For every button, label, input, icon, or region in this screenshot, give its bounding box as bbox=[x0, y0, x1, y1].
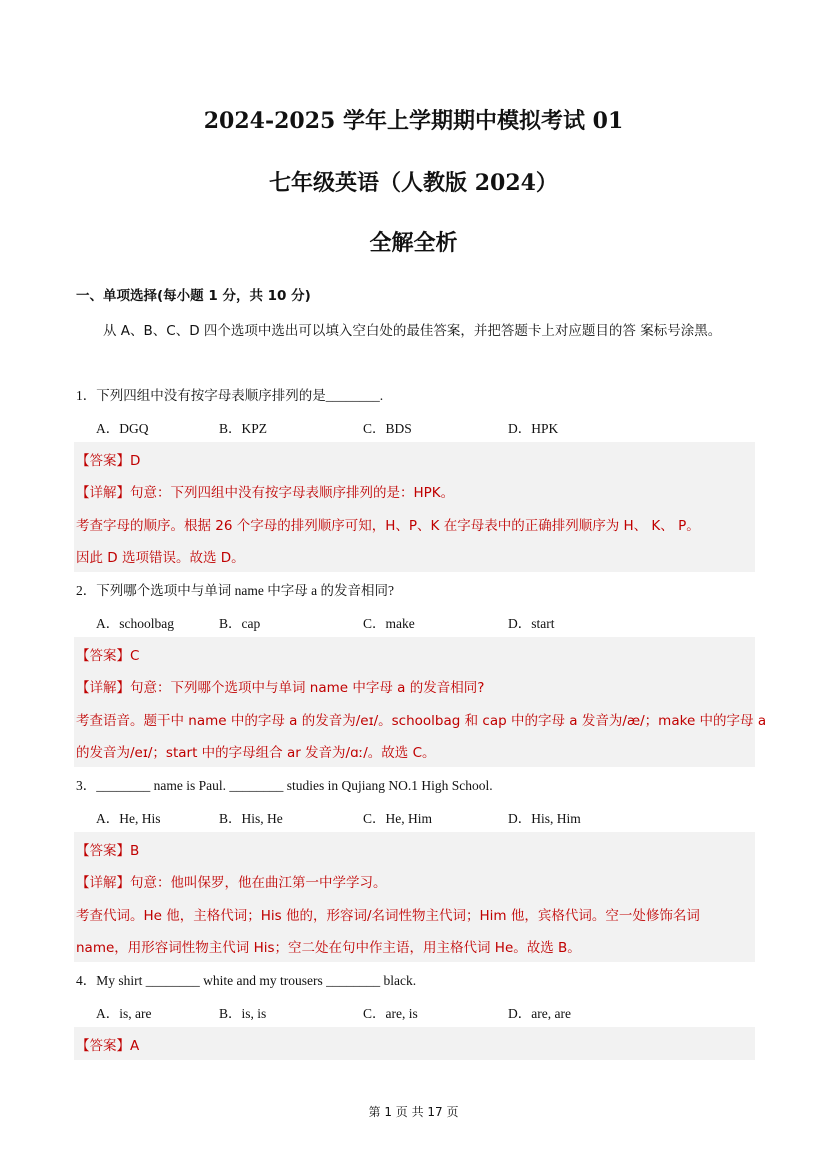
option-a: A．DGQ bbox=[96, 421, 149, 436]
detail-line: 【详解】句意：他叫保罗，他在曲江第一中学学习。 bbox=[76, 875, 387, 891]
option-a: A．is, are bbox=[96, 1006, 152, 1021]
option-b: B．KPZ bbox=[219, 421, 268, 436]
question-stem: 2．下列哪个选项中与单词 name 中字母 a 的发音相同? bbox=[76, 583, 394, 598]
option-a: A．He, His bbox=[96, 811, 161, 826]
option-b: B．cap bbox=[219, 616, 261, 631]
exam-heading: 全解全析 bbox=[369, 230, 458, 256]
exam-subtitle: 七年级英语（人教版 2024） bbox=[269, 170, 558, 196]
section-instruction: 从 A、B、C、D 四个选项中选出可以填入空白处的最佳答案，并把答题卡上对应题目的答 案标号涂黑。 bbox=[103, 323, 722, 339]
detail-line: 【详解】句意：下列四组中没有按字母表顺序排列的是：HPK。 bbox=[76, 485, 455, 501]
answer-block bbox=[74, 1027, 755, 1060]
option-c: C．He, Him bbox=[363, 811, 432, 826]
option-a: A．schoolbag bbox=[96, 616, 174, 631]
question-stem: 1．下列四组中没有按字母表顺序排列的是________. bbox=[76, 388, 384, 403]
question-stem: 4．My shirt ________ white and my trousers ________ black. bbox=[76, 973, 417, 988]
answer-label: 【答案】D bbox=[76, 453, 141, 469]
answer-label: 【答案】C bbox=[76, 648, 140, 664]
answer-label: 【答案】B bbox=[76, 843, 140, 859]
option-d: D．start bbox=[508, 616, 555, 631]
option-d: D．are, are bbox=[508, 1006, 571, 1021]
answer-block bbox=[74, 637, 767, 767]
detail-line: name，用形容词性物主代词 His；空二处在句中作主语，用主格代词 He。故选 B。 bbox=[76, 940, 581, 956]
section-heading: 一、单项选择(每小题 1 分，共 10 分) bbox=[76, 288, 311, 304]
detail-line: 考查字母的顺序。根据 26 个字母的排列顺序可知，H、P、K 在字母表中的正确排列顺序为 H、 K、 P。 bbox=[76, 518, 700, 534]
option-b: B．is, is bbox=[219, 1006, 267, 1021]
option-c: C．BDS bbox=[363, 421, 412, 436]
detail-line: 因此 D 选项错误。故选 D。 bbox=[76, 550, 245, 566]
detail-line: 考查语音。题干中 name 中的字母 a 的发音为/eɪ/。schoolbag 和 cap 中的字母 a 发音为/æ/；make 中的字母 a bbox=[76, 713, 767, 729]
answer-block bbox=[74, 442, 755, 572]
detail-line: 的发音为/eɪ/；start 中的字母组合 ar 发音为/ɑː/。故选 C。 bbox=[76, 745, 436, 761]
detail-line: 【详解】句意：下列哪个选项中与单词 name 中字母 a 的发音相同? bbox=[76, 680, 485, 696]
exam-title: 2024-2025 学年上学期期中模拟考试 01 bbox=[203, 108, 624, 134]
option-c: C．are, is bbox=[363, 1006, 418, 1021]
answer-label: 【答案】A bbox=[76, 1038, 140, 1054]
page-footer: 第 1 页 共 17 页 bbox=[368, 1105, 459, 1119]
option-d: D．HPK bbox=[508, 421, 559, 436]
answer-block bbox=[74, 832, 755, 962]
option-b: B．His, He bbox=[219, 811, 283, 826]
question-stem: 3．________ name is Paul. ________ studies in Qujiang NO.1 High School. bbox=[76, 778, 493, 793]
option-c: C．make bbox=[363, 616, 415, 631]
detail-line: 考查代词。He 他，主格代词；His 他的，形容词/名词性物主代词；Him 他，宾格代词。空一处修饰名词 bbox=[76, 908, 700, 924]
option-d: D．His, Him bbox=[508, 811, 581, 826]
